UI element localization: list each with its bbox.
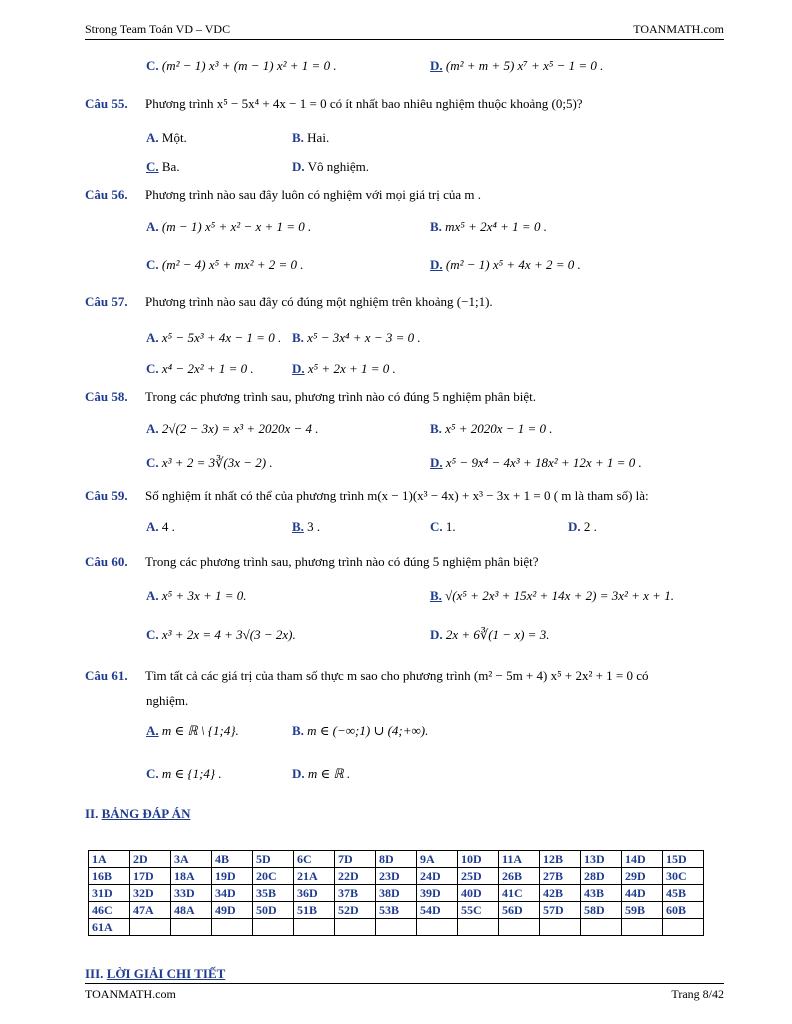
- answer-cell: 40D: [458, 885, 499, 902]
- answer-cell: 1A: [89, 851, 130, 868]
- header-left: Strong Team Toán VD – VDC: [85, 22, 231, 36]
- answer-cell: [417, 919, 458, 936]
- q59-option-d: D. 2 .: [568, 519, 597, 534]
- answer-cell: 23D: [376, 868, 417, 885]
- answer-cell: 21A: [294, 868, 335, 885]
- answer-cell: 20C: [253, 868, 294, 885]
- answer-cell: 13D: [581, 851, 622, 868]
- table-row: [89, 902, 704, 919]
- q56-option-b: B. mx⁵ + 2x⁴ + 1 = 0 .: [430, 219, 547, 234]
- q56-option-d: D. (m² − 1) x⁵ + 4x + 2 = 0 .: [430, 257, 581, 272]
- q60-option-d: D. 2x + 6∛(1 − x) = 3.: [430, 627, 550, 642]
- answer-cell: 19D: [212, 868, 253, 885]
- answer-cell: 9A: [417, 851, 458, 868]
- answer-cell: [130, 919, 171, 936]
- q57-option-c: C. x⁴ − 2x² + 1 = 0 .: [146, 361, 254, 376]
- answer-cell: [581, 919, 622, 936]
- answer-cell: 56D: [499, 902, 540, 919]
- q61-option-c: C. m ∈ {1;4} .: [146, 766, 222, 781]
- answer-cell: 41C: [499, 885, 540, 902]
- answer-cell: 15D: [663, 851, 704, 868]
- answer-cell: [458, 919, 499, 936]
- answer-cell: 43B: [581, 885, 622, 902]
- answer-cell: 57D: [540, 902, 581, 919]
- answer-cell: 31D: [89, 885, 130, 902]
- answer-cell: 33D: [171, 885, 212, 902]
- answer-cell: [376, 919, 417, 936]
- answer-cell: 22D: [335, 868, 376, 885]
- q58-option-a: A. 2√(2 − 3x) = x³ + 2020x − 4 .: [146, 421, 319, 436]
- page-header: [85, 17, 724, 40]
- answer-cell: 53B: [376, 902, 417, 919]
- q55-option-d: D. Vô nghiệm.: [292, 159, 370, 174]
- q56-option-c: C. (m² − 4) x⁵ + mx² + 2 = 0 .: [146, 257, 304, 272]
- question-59: Câu 59. Số nghiệm ít nhất có thể của phương trình m(x − 1)(x³ − 4x) + x³ − 3x + 1 = 0 ( m là tham số) là:: [85, 488, 649, 503]
- q59-option-b: B. 3 .: [292, 519, 321, 534]
- answer-cell: 37B: [335, 885, 376, 902]
- table-row: [89, 851, 704, 868]
- q61-option-b: B. m ∈ (−∞;1) ∪ (4;+∞).: [292, 723, 429, 738]
- answer-cell: 50D: [253, 902, 294, 919]
- answer-cell: [622, 919, 663, 936]
- answer-cell: 6C: [294, 851, 335, 868]
- q61-option-d: D. m ∈ ℝ .: [292, 766, 351, 781]
- answer-cell: 7D: [335, 851, 376, 868]
- answer-cell: 2D: [130, 851, 171, 868]
- answer-cell: [294, 919, 335, 936]
- answer-cell: 49D: [212, 902, 253, 919]
- table-row: [89, 885, 704, 902]
- table-row: [89, 868, 704, 885]
- q61-option-a: A. m ∈ ℝ \ {1;4}.: [146, 723, 239, 738]
- answer-cell: [663, 919, 704, 936]
- answer-cell: 14D: [622, 851, 663, 868]
- table-row: [89, 919, 704, 936]
- answer-cell: 61A: [89, 919, 130, 936]
- q57-option-a: A. x⁵ − 5x³ + 4x − 1 = 0 .: [146, 330, 282, 345]
- answer-cell: 55C: [458, 902, 499, 919]
- answer-cell: 39D: [417, 885, 458, 902]
- answer-cell: 18A: [171, 868, 212, 885]
- answer-cell: [499, 919, 540, 936]
- option-top-d: D. (m² + m + 5) x⁷ + x⁵ − 1 = 0 .: [430, 58, 604, 73]
- q58-option-b: B. x⁵ + 2020x − 1 = 0 .: [430, 421, 553, 436]
- answer-cell: 30C: [663, 868, 704, 885]
- q60-option-c: C. x³ + 2x = 4 + 3√(3 − 2x).: [146, 627, 296, 642]
- answer-cell: 5D: [253, 851, 294, 868]
- answer-cell: 46C: [89, 902, 130, 919]
- q55-option-c: C. Ba.: [146, 159, 180, 174]
- section-solutions-title: III. LỜI GIẢI CHI TIẾT: [85, 966, 226, 981]
- question-55: Câu 55. Phương trình x⁵ − 5x⁴ + 4x − 1 = 0 có ít nhất bao nhiêu nghiệm thuộc khoảng (0;5)?: [85, 96, 583, 111]
- answer-cell: 25D: [458, 868, 499, 885]
- answer-cell: 59B: [622, 902, 663, 919]
- q57-option-d: D. x⁵ + 2x + 1 = 0 .: [292, 361, 396, 376]
- answer-cell: [171, 919, 212, 936]
- answer-cell: [540, 919, 581, 936]
- question-61: Câu 61. Tìm tất cả các giá trị của tham số thực m sao cho phương trình (m² − 5m + 4) x⁵ + 2x² + 1 = 0 có: [85, 668, 649, 683]
- question-56: Câu 56. Phương trình nào sau đây luôn có nghiệm với mọi giá trị của m .: [85, 187, 481, 202]
- q58-option-c: C. x³ + 2 = 3∛(3x − 2) .: [146, 455, 273, 470]
- q56-option-a: A. (m − 1) x⁵ + x² − x + 1 = 0 .: [146, 219, 312, 234]
- answer-cell: [335, 919, 376, 936]
- answer-cell: 58D: [581, 902, 622, 919]
- answer-cell: 47A: [130, 902, 171, 919]
- footer-right: Trang 8/42: [671, 987, 724, 1001]
- answer-cell: 3A: [171, 851, 212, 868]
- page-footer: [85, 983, 724, 1002]
- option-top-c: C. (m² − 1) x³ + (m − 1) x² + 1 = 0 .: [146, 58, 337, 73]
- answer-cell: 17D: [130, 868, 171, 885]
- q60-option-a: A. x⁵ + 3x + 1 = 0.: [146, 588, 247, 603]
- answer-cell: 24D: [417, 868, 458, 885]
- footer-left: TOANMATH.com: [85, 987, 176, 1001]
- answer-cell: 16B: [89, 868, 130, 885]
- q59-option-a: A. 4 .: [146, 519, 175, 534]
- answer-cell: 35B: [253, 885, 294, 902]
- q60-option-b: B. √(x⁵ + 2x³ + 15x² + 14x + 2) = 3x² + x + 1.: [430, 588, 674, 603]
- question-57: Câu 57. Phương trình nào sau đây có đúng một nghiệm trên khoảng (−1;1).: [85, 294, 493, 309]
- answer-cell: 45B: [663, 885, 704, 902]
- q57-option-b: B. x⁵ − 3x⁴ + x − 3 = 0 .: [292, 330, 421, 345]
- question-60: Câu 60. Trong các phương trình sau, phương trình nào có đúng 5 nghiệm phân biệt?: [85, 554, 539, 569]
- answer-cell: 10D: [458, 851, 499, 868]
- answer-cell: 8D: [376, 851, 417, 868]
- answer-cell: 26B: [499, 868, 540, 885]
- answer-cell: 36D: [294, 885, 335, 902]
- answer-cell: 48A: [171, 902, 212, 919]
- answer-cell: 38D: [376, 885, 417, 902]
- answer-cell: [253, 919, 294, 936]
- answer-cell: 32D: [130, 885, 171, 902]
- answer-cell: 60B: [663, 902, 704, 919]
- q55-option-b: B. Hai.: [292, 130, 330, 145]
- section-answer-key-title: II. BẢNG ĐÁP ÁN: [85, 806, 191, 821]
- answer-cell: 34D: [212, 885, 253, 902]
- answer-cell: 54D: [417, 902, 458, 919]
- answer-cell: 29D: [622, 868, 663, 885]
- q58-option-d: D. x⁵ − 9x⁴ − 4x³ + 18x² + 12x + 1 = 0 .: [430, 455, 642, 470]
- question-58: Câu 58. Trong các phương trình sau, phương trình nào có đúng 5 nghiệm phân biệt.: [85, 389, 536, 404]
- header-right: TOANMATH.com: [633, 22, 724, 36]
- answer-cell: 28D: [581, 868, 622, 885]
- q59-option-c: C. 1.: [430, 519, 456, 534]
- question-61-cont: nghiệm.: [146, 693, 189, 708]
- answer-cell: 12B: [540, 851, 581, 868]
- answer-table: [88, 850, 704, 936]
- answer-cell: 51B: [294, 902, 335, 919]
- answer-cell: 42B: [540, 885, 581, 902]
- answer-cell: 52D: [335, 902, 376, 919]
- answer-cell: 11A: [499, 851, 540, 868]
- answer-cell: 27B: [540, 868, 581, 885]
- q55-option-a: A. Một.: [146, 130, 187, 145]
- answer-cell: 4B: [212, 851, 253, 868]
- answer-cell: 44D: [622, 885, 663, 902]
- answer-cell: [212, 919, 253, 936]
